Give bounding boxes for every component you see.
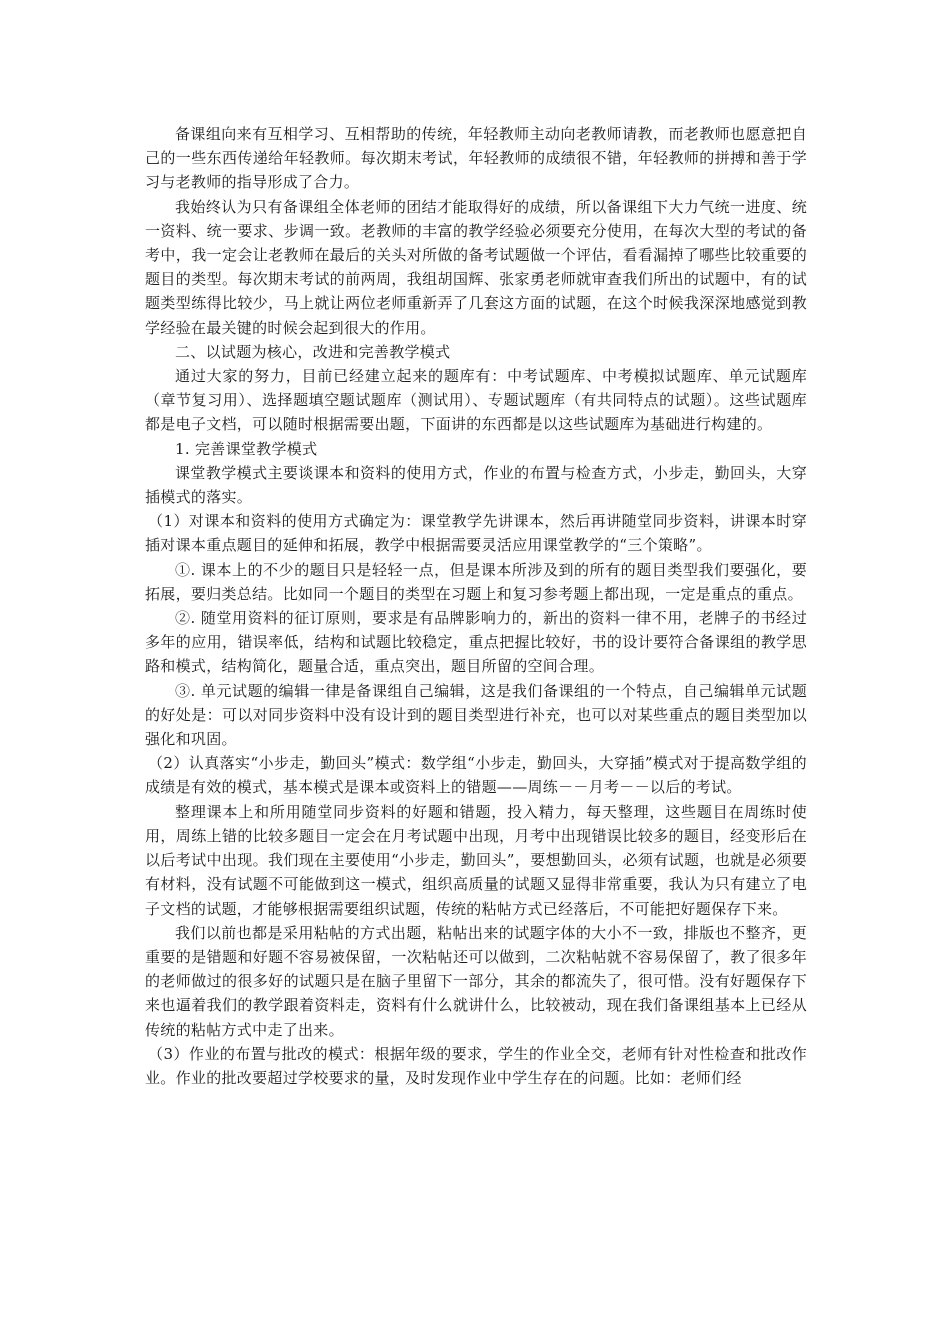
document-body	[145, 122, 807, 1090]
paragraph: 备课组向来有互相学习、互相帮助的传统，年轻教师主动向老教师请教，而老教师也愿意把自己的一些东西传递给年轻教师。每次期末考试，年轻教师的成绩很不错，年轻教师的拼搏和善于学习与老教师的指导形成了合力。	[145, 125, 807, 192]
list-item: ③. 单元试题的编辑一律是备课组自己编辑，这是我们备课组的一个特点，自己编辑单元试题的好处是：可以对同步资料中没有设计到的题目类型进行补充，也可以对某些重点的题目类型加以强化和巩固。	[145, 681, 807, 749]
list-item: ①. 课本上的不少的题目只是轻轻一点，但是课本所涉及到的所有的题目类型我们要强化，要拓展，要归类总结。比如同一个题目的类型在习题上和复习参考题上都出现，一定是重点的重点。	[145, 560, 807, 603]
numbered-paragraph: （2）认真落实“小步走，勤回头”模式：数学组“小步走，勤回头，大穿插”模式对于提高数学组的成绩是有效的模式，基本模式是课本或资料上的错题——周练－－月考－－以后的考试。	[145, 754, 807, 797]
paragraph: 我始终认为只有备课组全体老师的团结才能取得好的成绩，所以备课组下大力气统一进度、统一资料、统一要求、步调一致。老教师的丰富的教学经验必须要充分使用，在每次大型的考试的备考中，我一定会让老教师在最后的关头对所做的备考试题做一个评估，看看漏掉了哪些比较重要的题目的类型。每次期末考试的前两周，我组胡国辉、张家勇老师就审查我们所出的试题中，有的试题类型练得比较少，马上就让两位老师重新弄了几套这方面的试题，在这个时候我深深地感觉到教学经验在最关键的时候会起到很大的作用。	[145, 197, 807, 337]
paragraph: 我们以前也都是采用粘帖的方式出题，粘帖出来的试题字体的大小不一致，排版也不整齐，更重要的是错题和好题不容易被保留，一次粘帖还可以做到，二次粘帖就不容易保留了，教了很多年的老师做过的很多好的试题只是在脑子里留下一部分，其余的都流失了，很可惜。没有好题保存下来也逼着我们的教学跟着资料走，资料有什么就讲什么，比较被动，现在我们备课组基本上已经从传统的粘帖方式中走了出来。	[145, 923, 807, 1039]
section-heading: 二、以试题为核心，改进和完善教学模式	[175, 342, 451, 361]
paragraph: 整理课本上和所用随堂同步资料的好题和错题，投入精力，每天整理，这些题目在周练时使用，周练上错的比较多题目一定会在月考试题中出现，月考中出现错误比较多的题目，经变形后在以后考试中出现。我们现在主要使用“小步走，勤回头”，要想勤回头，必须有试题，也就是必须要有材料，没有试题不可能做到这一模式，组织高质量的试题又显得非常重要，我认为只有建立了电子文档的试题，才能够根据需要组织试题，传统的粘帖方式已经落后，不可能把好题保存下来。	[145, 802, 807, 918]
subsection-heading: 1. 完善课堂教学模式	[175, 439, 318, 458]
list-item: ②. 随堂用资料的征订原则，要求是有品牌影响力的，新出的资料一律不用，老牌子的书经过多年的应用，错误率低，结构和试题比较稳定，重点把握比较好，书的设计要符合备课组的教学思路和模式，结构简化，题量合适，重点突出，题目所留的空间合理。	[145, 609, 807, 676]
paragraph: 通过大家的努力，目前已经建立起来的题库有：中考试题库、中考模拟试题库、单元试题库（章节复习用）、选择题填空题试题库（测试用）、专题试题库（有共同特点的试题）。这些试题库都是电子文档，可以随时根据需要出题，下面讲的东西都是以这些试题库为基础进行构建的。	[145, 367, 807, 434]
numbered-paragraph: （1）对课本和资料的使用方式确定为：课堂教学先讲课本，然后再讲随堂同步资料，讲课本时穿插对课本重点题目的延伸和拓展，教学中根据需要灵活应用课堂教学的“三个策略”。	[145, 512, 807, 555]
paragraph: 课堂教学模式主要谈课本和资料的使用方式，作业的布置与检查方式，小步走，勤回头，大穿插模式的落实。	[145, 463, 807, 507]
numbered-paragraph: （3）作业的布置与批改的模式：根据年级的要求，学生的作业全交，老师有针对性检查和批改作业。作业的批改要超过学校要求的量，及时发现作业中学生存在的问题。比如：老师们经	[145, 1044, 807, 1087]
